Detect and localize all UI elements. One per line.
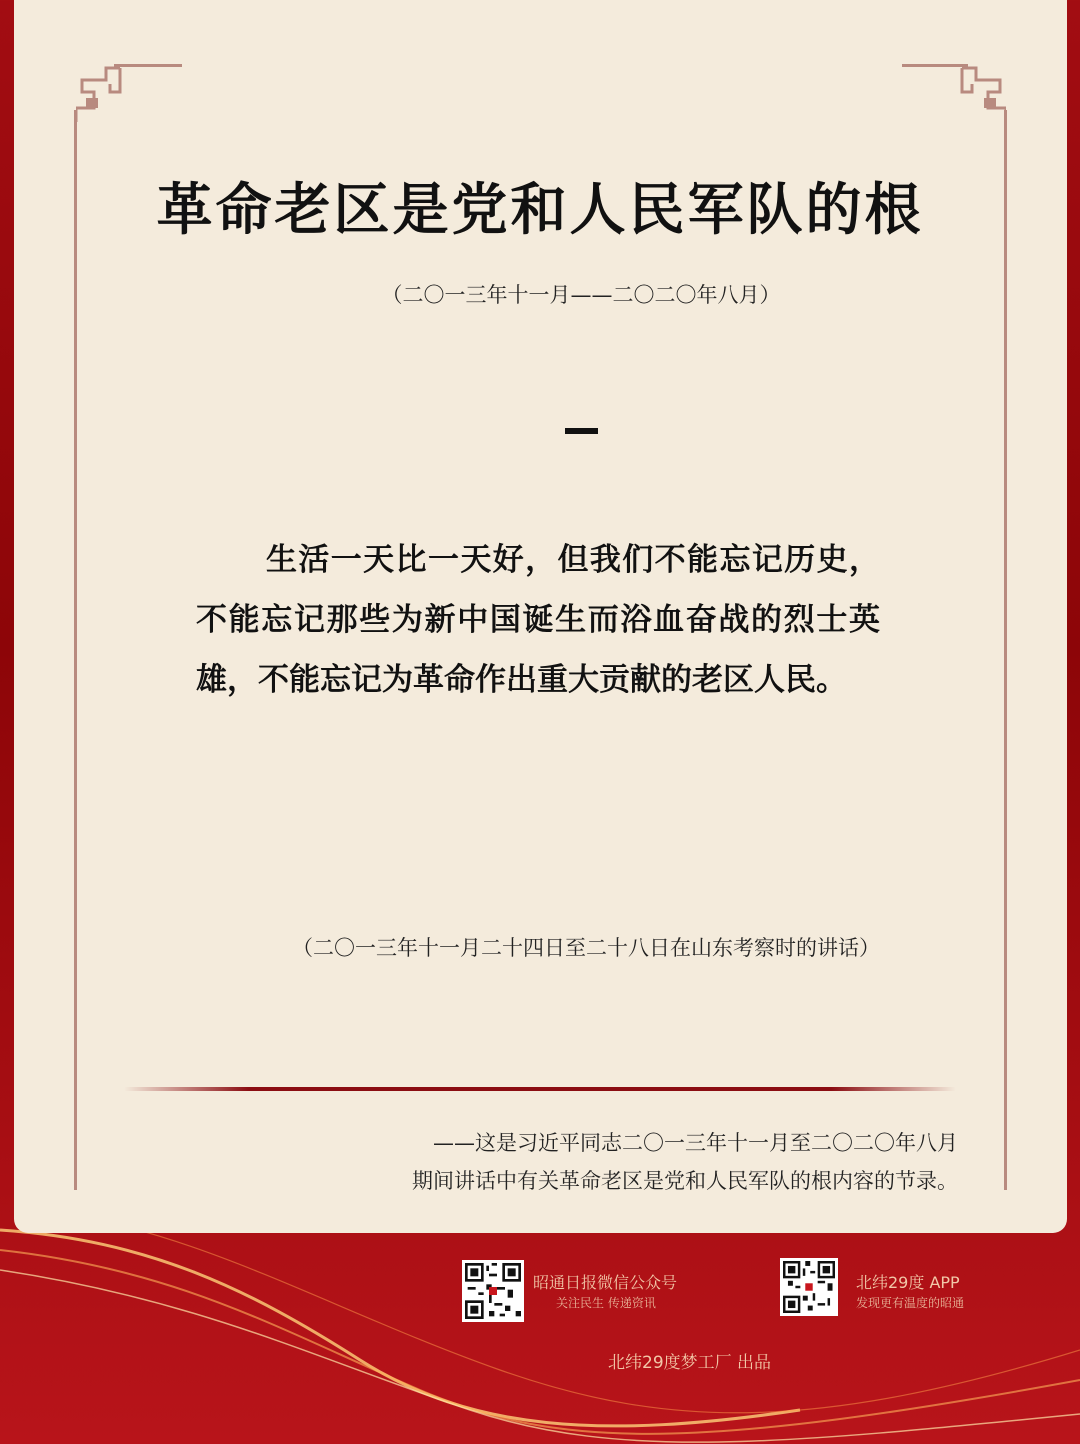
frame-right-line	[1004, 110, 1007, 1190]
decorative-swoosh	[0, 1200, 1080, 1444]
qr-wechat-subtitle: 关注民生 传递资讯	[556, 1296, 656, 1310]
corner-ornament-left	[76, 62, 186, 132]
excerpt-note	[236, 1124, 958, 1200]
excerpt-note-line1: ——这是习近平同志二〇一三年十一月至二〇二〇年八月	[433, 1131, 958, 1155]
qr-wechat-title: 昭通日报微信公众号	[533, 1273, 678, 1292]
excerpt-note-line2: 期间讲话中有关革命老区是党和人民军队的根内容的节录。	[412, 1169, 958, 1193]
page-title: 革命老区是党和人民军队的根	[156, 178, 924, 243]
qr-icon	[783, 1261, 835, 1313]
date-range: （二〇一三年十一月——二〇二〇年八月）	[381, 283, 781, 307]
quote-source: （二〇一三年十一月二十四日至二十八日在山东考察时的讲话）	[292, 936, 880, 960]
divider	[124, 1087, 956, 1091]
qr-code-app[interactable]	[780, 1258, 838, 1316]
qr-icon	[465, 1263, 521, 1319]
qr-app-subtitle: 发现更有温度的昭通	[856, 1296, 965, 1310]
qr-code-wechat[interactable]	[462, 1260, 524, 1322]
quote-paragraph: 生活一天比一天好，但我们不能忘记历史，不能忘记那些为新中国诞生而浴血奋战的烈士英雄，不能忘记为革命作出重大贡献的老区人民。	[196, 542, 880, 698]
corner-ornament-right	[896, 62, 1006, 132]
producer-credit: 北纬29度梦工厂 出品	[608, 1353, 772, 1373]
qr-app-title: 北纬29度 APP	[856, 1273, 960, 1292]
frame-left-line	[74, 110, 77, 1190]
section-number	[565, 428, 598, 434]
